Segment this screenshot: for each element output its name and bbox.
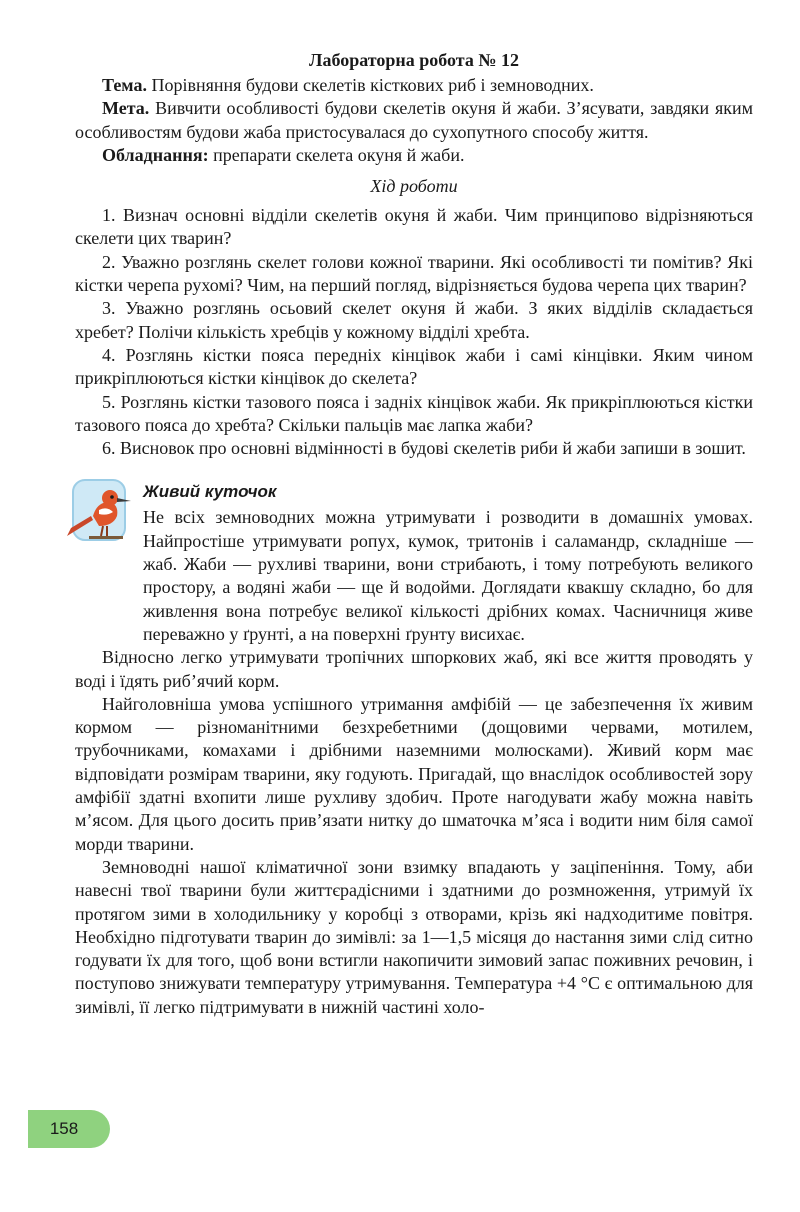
equipment-label: Обладнання: bbox=[102, 144, 209, 165]
corner-paragraph-1: Не всіх земноводних можна утримувати і розводити в домашніх умовах. Найпростіше утримувати ропух, кумок, тритонів і саламандр, складніше — жаб. Жаби — рухливі тварини, вони стрибають, і тому потребують великого простору, а водяні жаби — ще й водойми. Доглядати квакшу складно, бо для живлення вона потребує великої кількості дрібних комах. Часничниця живе переважно у ґрунті, а на поверхні ґрунту висихає. bbox=[143, 507, 753, 644]
step-2: 2. Уважно розглянь скелет голови кожної тварини. Які особливості ти помітив? Які кістки черепа рухомі? Чим, на перший погляд, відрізняється будова черепа цих тварин? bbox=[75, 251, 753, 296]
page-number: 158 bbox=[28, 1110, 110, 1148]
living-corner-header bbox=[75, 480, 753, 532]
corner-paragraph-2: Відносно легко утримувати тропічних шпоркових жаб, які все життя проводять у воді і їдять риб’ячий корм. bbox=[75, 647, 753, 691]
page-content bbox=[75, 48, 753, 1019]
corner-text bbox=[75, 506, 753, 1019]
lab-topic bbox=[75, 74, 753, 97]
procedure-title: Хід роботи bbox=[370, 176, 458, 197]
kingfisher-icon bbox=[63, 476, 135, 548]
procedure-steps bbox=[75, 204, 753, 460]
lab-title: Лабораторна робота № 12 bbox=[309, 50, 519, 70]
topic-text: Порівняння будови скелетів кісткових риб і земноводних. bbox=[146, 75, 594, 95]
corner-paragraph-3: Найголовніша умова успішного утримання амфібій — це забезпечення їх живим кормом — різноманітними безхребетними (дощовими червами, мотилем, трубочниками, комахами і дрібними наземними молюсками). Живий корм має відповідати розмірам тварини, яку годують. Пригадай, що внаслідок особливостей зору амфібії здатні вхопити лише рухливу здобич. Проте нагодувати жабу можна навіть м’ясом. Для цього досить прив’язати нитку до шматочка м’яса і водити ним біля самої морди тварини. bbox=[75, 693, 753, 854]
equipment-text: препарати скелета окуня й жаби. bbox=[208, 144, 465, 165]
step-5: 5. Розглянь кістки тазового пояса і задніх кінцівок жаби. Як прикріплюються кістки тазового пояса до хребта? Скільки пальців має лапка жаби? bbox=[75, 391, 753, 435]
step-4: 4. Розглянь кістки пояса передніх кінцівок жаби і самі кінцівки. Яким чином прикріплюються кістки кінцівок до скелета? bbox=[75, 344, 753, 389]
step-1: 1. Визнач основні відділи скелетів окуня й жаби. Чим принципово відрізняються скелети цих тварин? bbox=[75, 205, 753, 249]
topic-label: Тема. bbox=[102, 75, 147, 95]
goal-label: Мета. bbox=[102, 98, 150, 119]
step-6: 6. Висновок про основні відмінності в будові скелетів риби й жаби запиши в зошит. bbox=[102, 438, 746, 459]
corner-paragraph-4: Земноводні нашої кліматичної зони взимку впадають у заціпеніння. Тому, аби навесні твої тварини були життєрадісними і здатними до розмноження, утримуй їх протягом зими в холодильнику у коробці з отворами, крізь які надходитиме повітря. Необхідно підготувати тварин до зимівлі: за 1—1,5 місяця до настання зими слід ситно годувати їх для того, щоб вони встигли накопичити зимовий запас поживних речовин, і поступово знижувати температуру утримування. Температура +4 °С є оптимальною для зимівлі, її легко підтримувати в нижній частині холо- bbox=[75, 856, 753, 1017]
lab-goal bbox=[75, 97, 753, 144]
lab-equipment bbox=[75, 144, 753, 167]
corner-title: Живий куточок bbox=[143, 482, 277, 502]
goal-text: Вивчити особливості будови скелетів окуня й жаби. З’ясувати, завдяки яким особливостям будови жаба пристосувалася до сухопутного способу життя. bbox=[75, 98, 753, 142]
step-3: 3. Уважно розглянь осьовий скелет окуня й жаби. З яких відділів складається хребет? Полічи кількість хребців у кожному відділі хребта. bbox=[75, 298, 753, 342]
